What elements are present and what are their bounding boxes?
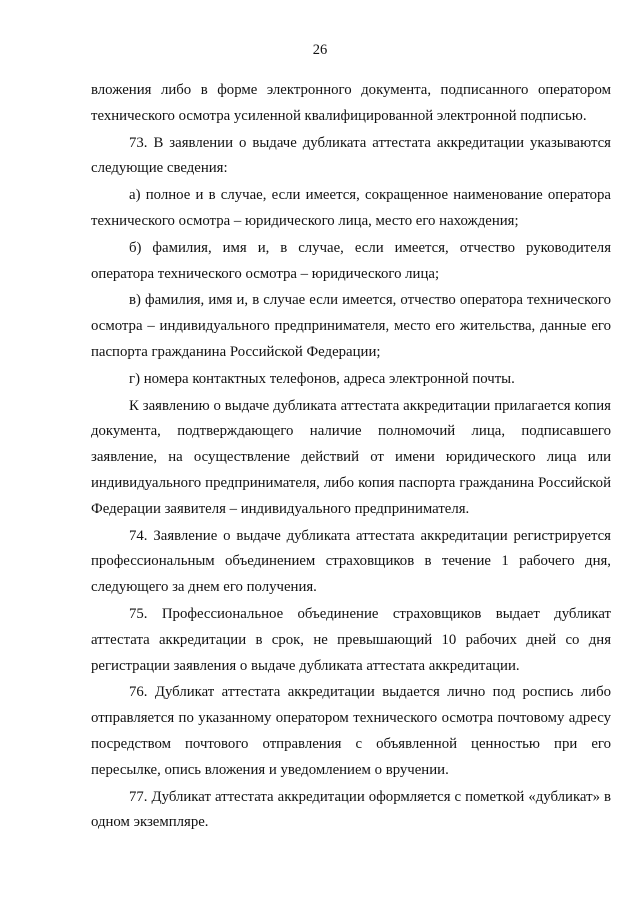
- paragraph-continuation: вложения либо в форме электронного документа, подписанного оператором технического осмотра усиленной квалифицированной электронной подписью.: [91, 82, 611, 124]
- paragraph-77: 77. Дубликат аттестата аккредитации оформляется с пометкой «дубликат» в одном экземпляре.: [91, 788, 611, 831]
- page-number: 26: [312, 42, 328, 58]
- paragraph-73-b: б) фамилия, имя и, в случае, если имеется, отчество руководителя оператора технического осмотра – юридического лица;: [91, 239, 611, 282]
- document-body: [91, 78, 611, 837]
- paragraph-76: 76. Дубликат аттестата аккредитации выдается лично под роспись либо отправляется по указанному оператором технического осмотра почтовому адресу посредством почтового отправления с объявленной ценностью при его пересылке, опись вложения и уведомлением о вручении.: [91, 684, 611, 778]
- paragraph-73-a: а) полное и в случае, если имеется, сокращенное наименование оператора технического осмотра – юридического лица, место его нахождения;: [91, 187, 611, 229]
- paragraph-74: 74. Заявление о выдаче дубликата аттестата аккредитации регистрируется профессиональным объединением страховщиков в течение 1 рабочего дня, следующего за днем его получения.: [91, 527, 611, 596]
- paragraph-attachment: К заявлению о выдаче дубликата аттестата аккредитации прилагается копия документа, подтверждающего наличие полномочий лица, подписавшего заявление, на осуществление действий от имени юридического лица или индивидуального предпринимателя, либо копия паспорта гражданина Российской Федерации заявителя – индивидуального предпринимателя.: [91, 397, 611, 517]
- paragraph-73-v: в) фамилия, имя и, в случае если имеется, отчество оператора технического осмотра – индивидуального предпринимателя, место его жительства, данные его паспорта гражданина Российской Федерации;: [91, 292, 611, 360]
- paragraph-75: 75. Профессиональное объединение страховщиков выдает дубликат аттестата аккредитации в срок, не превышающий 10 рабочих дней со дня регистрации заявления о выдаче дубликата аттестата аккредитации.: [91, 605, 611, 674]
- paragraph-73-g: г) номера контактных телефонов, адреса электронной почты.: [129, 370, 515, 387]
- paragraph-73: 73. В заявлении о выдаче дубликата аттестата аккредитации указываются следующие сведения:: [91, 134, 611, 177]
